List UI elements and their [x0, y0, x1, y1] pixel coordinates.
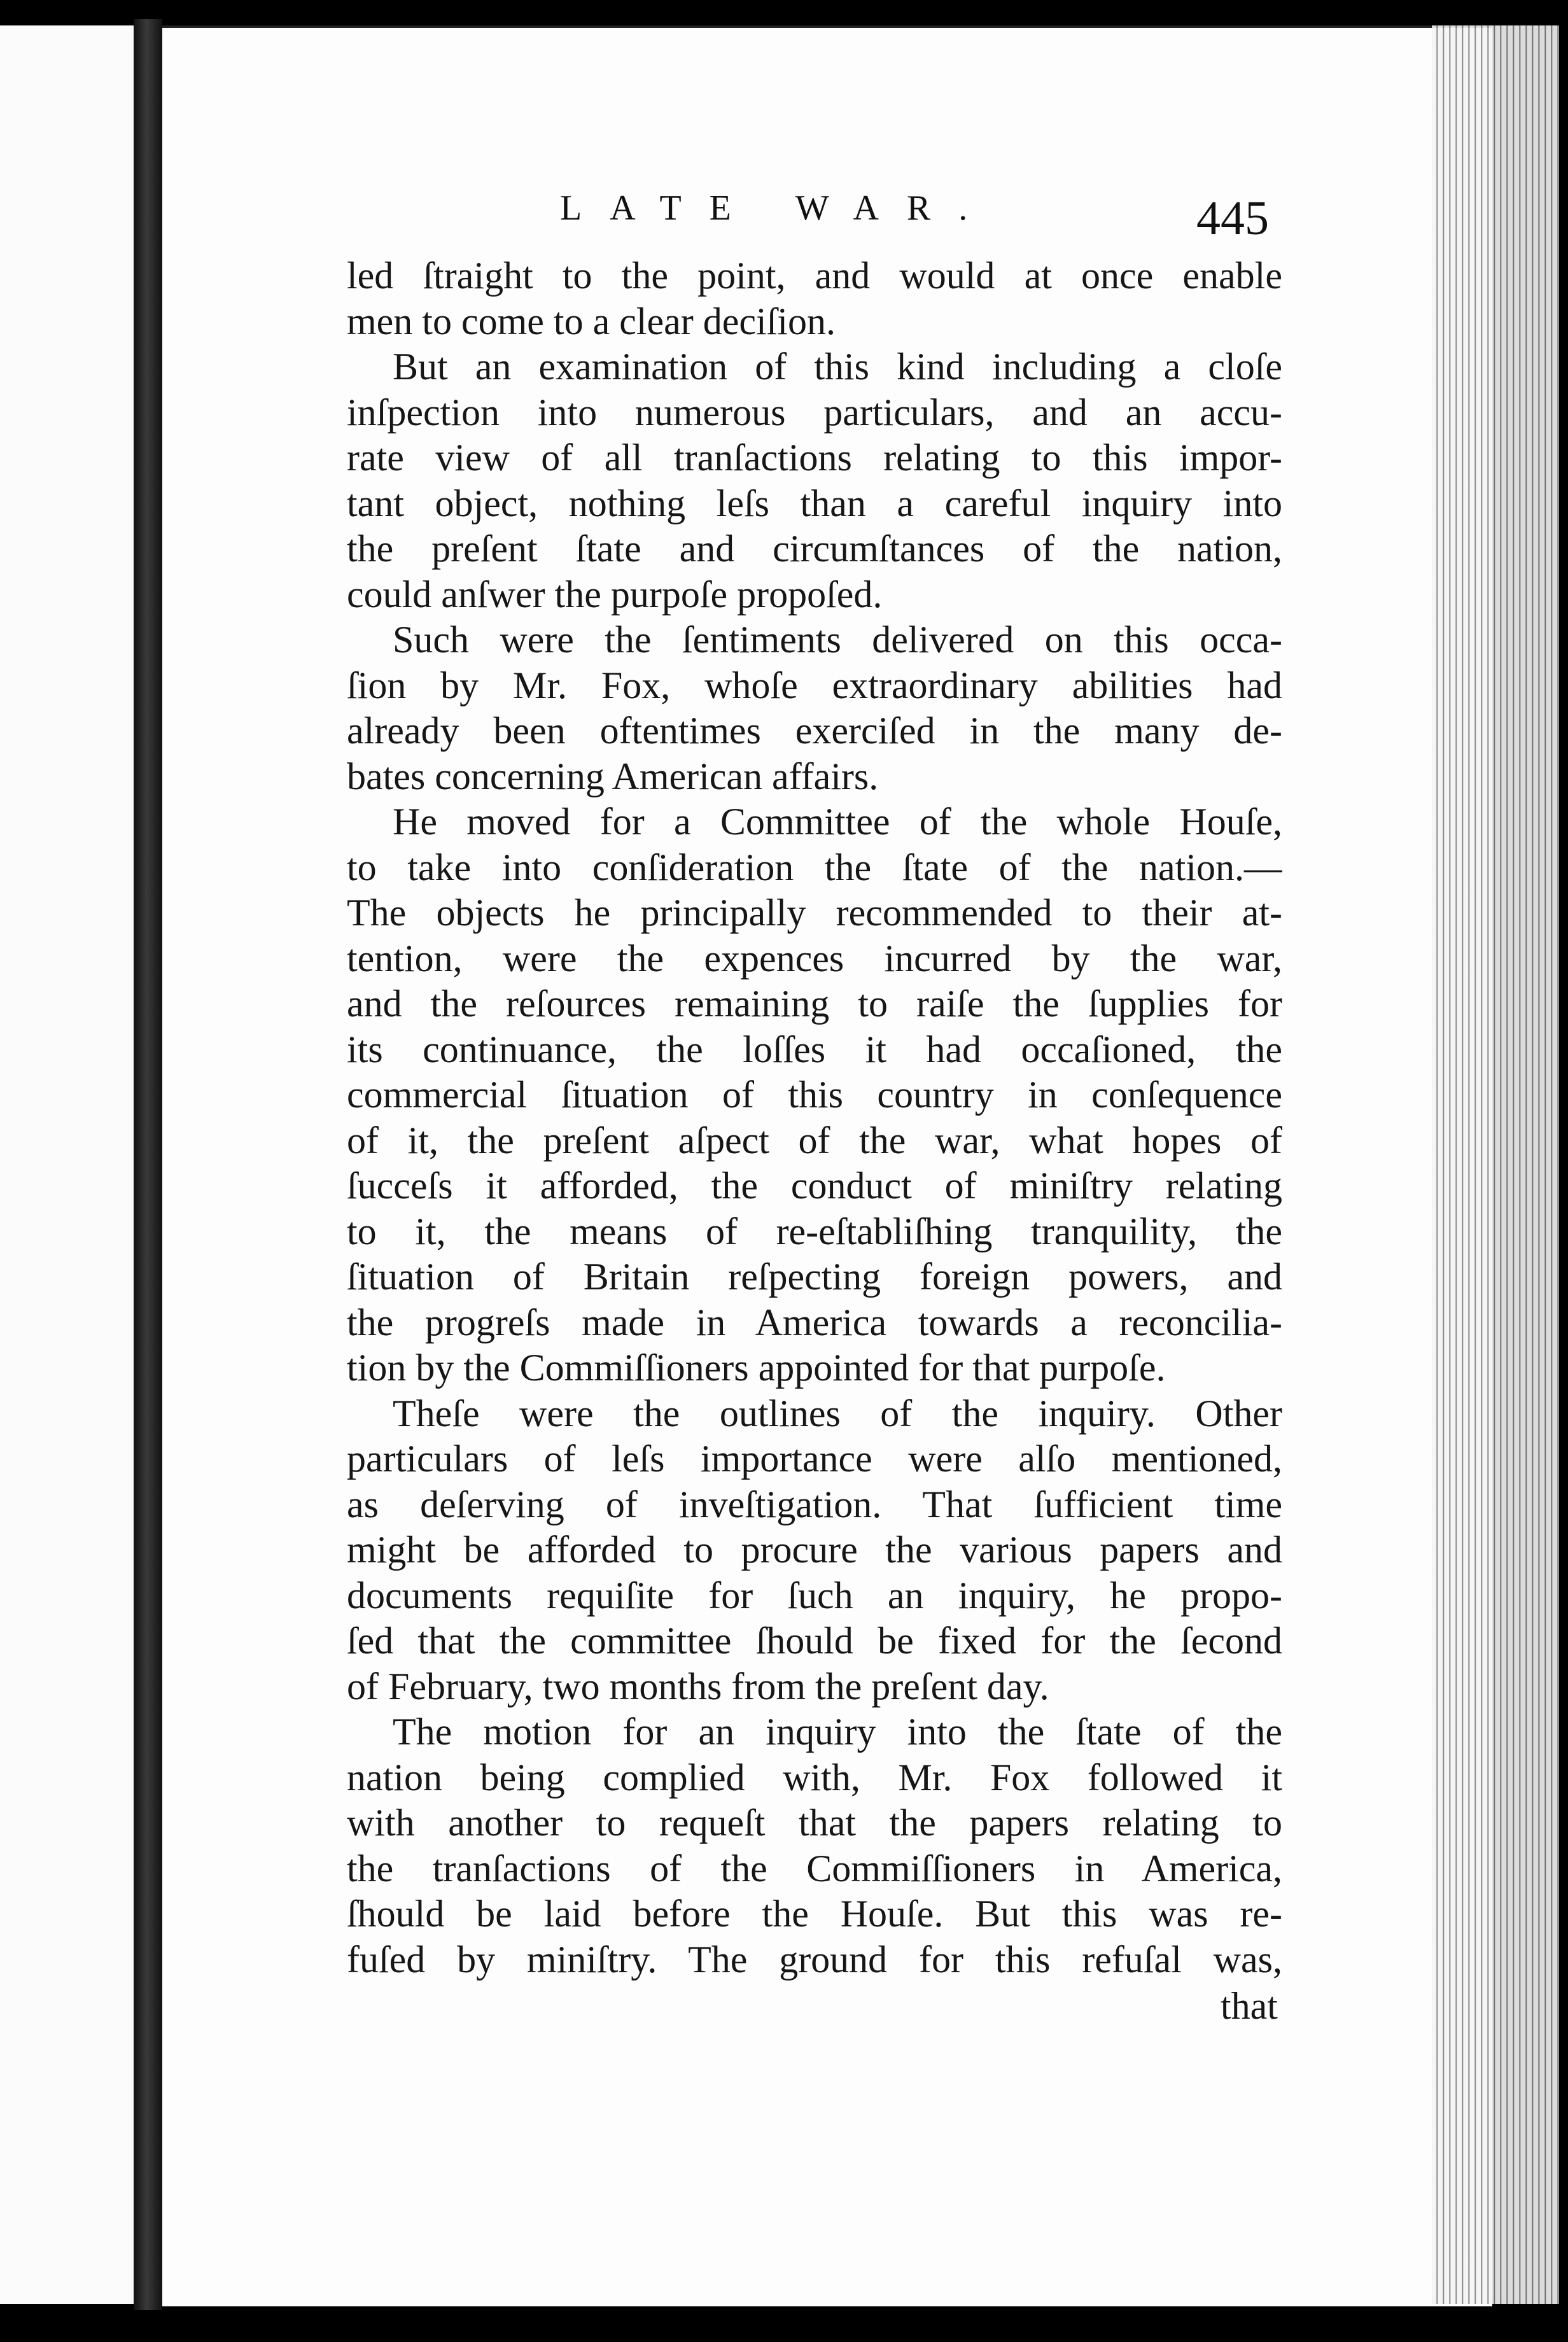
text-line: led ſtraight to the point, and would at once enable [347, 255, 1282, 297]
text-line: as deſerving of inveſtigation. That ſufficient time [347, 1483, 1282, 1525]
text-line: rate view of all tranſactions relating to this impor- [347, 437, 1282, 479]
text-line: the tranſactions of the Commiſſioners in America, [347, 1847, 1282, 1890]
running-title: LATE WAR. [560, 188, 996, 228]
text-line: tion by the Commiſſioners appointed for that purpoſe. [347, 1347, 1166, 1389]
text-line: ſucceſs it afforded, the conduct of miniſtry relating [347, 1165, 1282, 1207]
text-line: the progreſs made in America towards a reconcilia- [347, 1301, 1282, 1343]
paragraph-start: Such were the ſentiments delivered on this occa- [393, 619, 1282, 661]
page-number: 445 [1196, 192, 1269, 245]
text-line: documents requiſite for ſuch an inquiry, he propo- [347, 1574, 1282, 1616]
text-line: ſed that the committee ſhould be fixed for the ſecond [347, 1620, 1282, 1662]
text-line: the preſent ſtate and circumſtances of the nation, [347, 528, 1282, 570]
paragraph-start: The motion for an inquiry into the ſtate of the [393, 1711, 1282, 1753]
text-line: nation being complied with, Mr. Fox followed it [347, 1756, 1282, 1799]
catchword: that [1221, 1985, 1278, 2027]
text-line: tention, were the expences incurred by the war, [347, 937, 1282, 979]
text-line: ſion by Mr. Fox, whoſe extraordinary abilities had [347, 664, 1282, 706]
text-line: tant object, nothing leſs than a careful inquiry into [347, 482, 1282, 524]
text-line: ſituation of Britain reſpecting foreign powers, and [347, 1256, 1282, 1298]
text-line: with another to requeſt that the papers relating to [347, 1802, 1282, 1844]
text-line: and the reſources remaining to raiſe the ſupplies for [347, 983, 1282, 1025]
text-line: bates concerning American affairs. [347, 755, 879, 797]
text-line: could anſwer the purpoſe propoſed. [347, 573, 883, 615]
paragraph-start: He moved for a Committee of the whole Houſe, [393, 801, 1282, 843]
text-line: particulars of leſs importance were alſo mentioned, [347, 1438, 1282, 1480]
paragraph-start: But an examination of this kind including a cloſe [393, 346, 1282, 388]
text-line: might be afforded to procure the various papers and [347, 1529, 1282, 1571]
text-line: to take into conſideration the ſtate of the nation.— [347, 846, 1282, 888]
text-line: of it, the preſent aſpect of the war, what hopes of [347, 1119, 1282, 1161]
text-line: already been oftentimes exerciſed in the many de- [347, 710, 1282, 752]
page-edges [1432, 25, 1559, 2304]
text-line: fuſed by miniſtry. The ground for this refuſal was, [347, 1938, 1282, 1981]
text-line: its continuance, the loſſes it had occaſioned, the [347, 1028, 1282, 1070]
text-line: The objects he principally recommended to their at- [347, 892, 1282, 934]
book-gutter [134, 19, 162, 2310]
text-line: commercial ſituation of this country in conſequence [347, 1074, 1282, 1116]
text-line: to it, the means of re-eſtabliſhing tranquility, the [347, 1210, 1282, 1252]
paragraph-start: Theſe were the outlines of the inquiry. Other [393, 1392, 1282, 1434]
text-line: inſpection into numerous particulars, and an accu- [347, 391, 1282, 433]
body-text [347, 253, 1282, 1982]
text-line: ſhould be laid before the Houſe. But this was re- [347, 1893, 1282, 1935]
text-line: of February, two months from the preſent day. [347, 1665, 1049, 1707]
text-line: men to come to a clear deciſion. [347, 300, 836, 342]
facing-page-edge [0, 25, 137, 2304]
